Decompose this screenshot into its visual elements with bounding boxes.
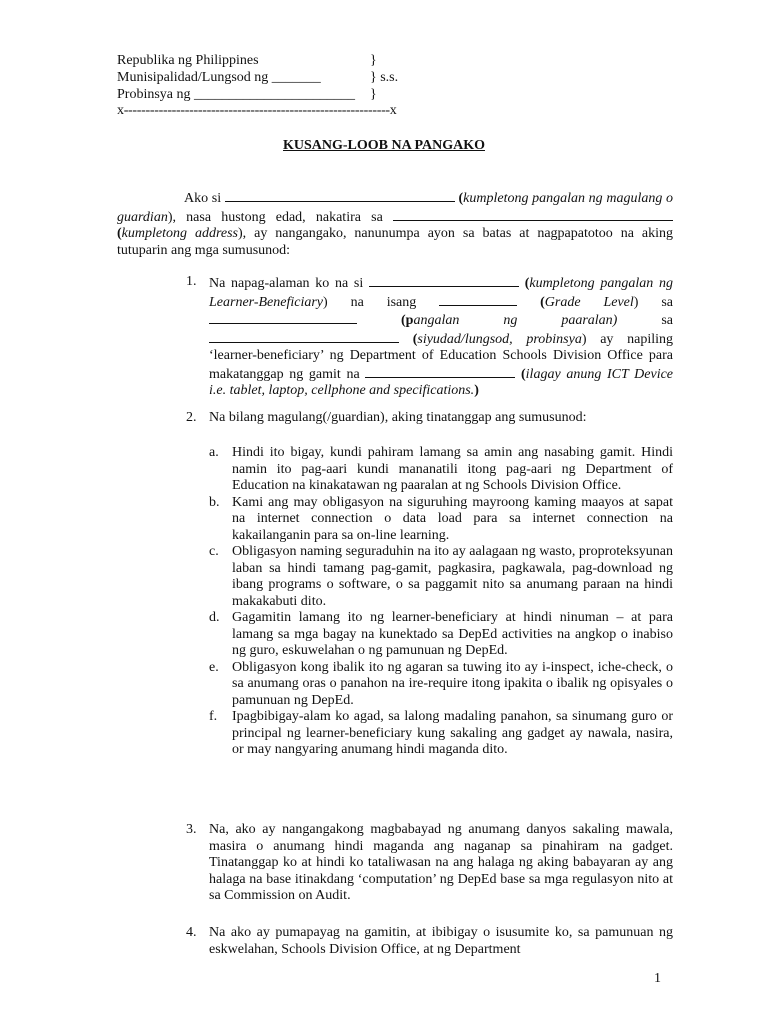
sub-item-text: Kami ang may obligasyon na siguruhing mayroong kaming maayos at sapat na internet connection o data load para sa internet connection na kakailanganin para sa on-line learning.	[232, 494, 673, 543]
document-title: KUSANG-LOOB NA PANGAKO	[283, 138, 485, 153]
intro-text-1: Ako si	[184, 191, 222, 206]
sub-item-label: a.	[209, 445, 219, 460]
header-municipality: Munisipalidad/Lungsod ng _______	[117, 70, 321, 85]
sub-item-f	[209, 709, 673, 759]
sub-item-c	[209, 544, 673, 610]
item-3-number: 3.	[186, 822, 197, 837]
item-4-number: 4.	[186, 925, 197, 940]
item-2-sublist	[209, 445, 673, 759]
sub-item-d	[209, 610, 673, 660]
item-1-text-b: ) na isang	[323, 294, 417, 310]
city-province-blank[interactable]	[209, 330, 399, 343]
sub-item-label: e.	[209, 659, 219, 675]
item-1-hint-device: ilagay anung ICT Device i.e. tablet, laptop, cellphone and specifications.	[209, 366, 674, 398]
item-1-hint-city: siyudad/lungsod, probinsya	[417, 331, 582, 347]
school-name-blank[interactable]	[209, 311, 357, 324]
item-1-text-c: ) sa	[633, 294, 673, 310]
sub-item-label: d.	[209, 610, 220, 625]
intro-text-3: ), ay nangangako, nanunumpa ayon sa batas at nagpapatotoo na aking tutuparin ang mga sumusunod:	[117, 226, 673, 258]
header-republic: Republika ng Philippines	[117, 53, 259, 68]
item-2-text: Na bilang magulang(/guardian), aking tinatanggap ang sumusunod:	[209, 410, 587, 425]
intro-hint-parent: kumpletong pangalan ng magulang o guardian	[117, 191, 674, 225]
sub-item-text: Ipagbibigay-alam ko agad, sa lalong madaling panahon, sa sinumang guro or principal ng learner-beneficiary kung sakaling ang gadget ay nawala, nasira, or may nangyaring anumang hindi maganda dito.	[232, 709, 673, 757]
sub-item-text: Obligasyon kong ibalik ito ng agaran sa tuwing ito ay i-inspect, iche-check, o sa anumang oras o panahon na ire-require itong ipakita o ibalik ng opisyales o pamunuan ng DepEd.	[232, 659, 673, 708]
sub-item-label: c.	[209, 544, 219, 559]
item-2-number: 2.	[186, 410, 197, 425]
page-number: 1	[654, 971, 661, 986]
item-1-paren-b: (	[540, 294, 545, 310]
sub-item-label: b.	[209, 494, 220, 510]
item-1-paren-d: (	[412, 331, 418, 347]
item-1-text-d: sa	[661, 313, 674, 328]
header-brace-ss: } s.s.	[370, 70, 399, 85]
header-separator: x-------------------------------------------------------------x	[117, 103, 397, 118]
ict-device-blank[interactable]	[365, 365, 515, 378]
intro-paragraph	[117, 189, 673, 259]
learner-name-blank[interactable]	[369, 274, 519, 287]
item-1-hint-grade: Grade Level	[544, 294, 634, 310]
grade-level-blank[interactable]	[439, 293, 517, 306]
intro-paren-1: (	[458, 191, 464, 206]
address-blank[interactable]	[393, 208, 673, 221]
item-1-text-a: Na napag-alaman ko na si	[209, 276, 364, 291]
header-province: Probinsya ng _______________________	[117, 87, 355, 102]
intro-hint-address: kumpletong address	[121, 226, 238, 241]
intro-paren-2: (	[117, 226, 122, 241]
venue-header	[117, 53, 457, 104]
header-brace-3: }	[370, 87, 377, 102]
intro-text-2: ), nasa hustong edad, nakatira sa	[167, 209, 383, 225]
sub-item-text: Hindi ito bigay, kundi pahiram lamang sa amin ang nasabing gamit. Hindi namin ito pag-aari kundi mananatili itong pag-aari ng Department of Education na kinakatawan ng paaralan at ng Schools Division Office.	[232, 445, 673, 493]
item-1-paren-e: (	[521, 366, 526, 382]
parent-name-blank[interactable]	[225, 189, 455, 202]
sub-item-label: f.	[209, 709, 218, 724]
sub-item-text: Obligasyon naming seguraduhin na ito ay aalagaan ng wasto, proproteksyunan laban sa hindi tamang pag-gamit, pagkasira, pagkawala, pag-download ng ibang programs o software, o sa paggamit nito sa anumang paraan na hindi makakabuti dito.	[232, 544, 673, 609]
item-1-number: 1.	[186, 274, 197, 289]
item-4-text: Na ako ay pumapayag na gamitin, at ibibigay o isusumite ko, sa pamunuan ng eskwelahan, Schools Division Office, at ng Department	[209, 925, 673, 957]
sub-item-a	[209, 445, 673, 495]
item-1-text-e: ) ay napiling ‘learner-beneficiary’ ng Department of Education Schools Division Office para makatanggap ng gamit na	[209, 331, 674, 382]
item-1-paren-f: )	[474, 383, 479, 398]
item-1-hint-school: angalan ng paaralan)	[413, 313, 618, 328]
sub-item-text: Gagamitin lamang ito ng learner-beneficiary at hindi ninuman – at para lamang sa mga bagay na kunektado sa DepEd activities na angkop o inabiso ng guro, eskuwelahan o ng pamunuan ng DepEd.	[232, 610, 673, 658]
header-brace-1: }	[370, 53, 377, 68]
sub-item-b	[209, 495, 673, 545]
item-3-text: Na, ako ay nangangakong magbabayad ng anumang danyos sakaling mawala, masira o anumang hindi maganda ang naganap sa pinahiram na gadget. Tinatanggap ko at hindi ko tataliwasan na ang halaga ng aking babayaran ay ang halaga na base itinakdang ‘computation’ ng DepEd base sa mga regulasyon nito at sa Commission on Audit.	[209, 822, 673, 903]
item-1-paren-c: (p	[401, 313, 414, 328]
item-1-paren-a: (	[524, 276, 530, 291]
sub-item-e	[209, 660, 673, 710]
item-1-text	[209, 274, 673, 400]
item-1-hint-learner: kumpletong pangalan ng Learner-Beneficiary	[209, 276, 673, 310]
